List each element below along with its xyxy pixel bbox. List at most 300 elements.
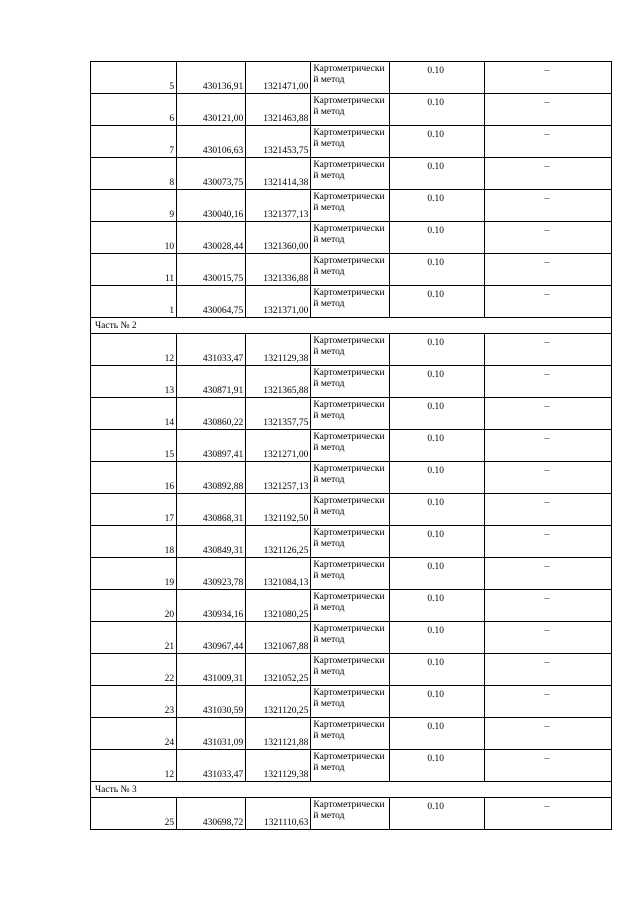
description-cell <box>484 366 611 398</box>
y-coordinate-cell-text: 1321336,88 <box>263 274 309 284</box>
point-number-cell-text: 24 <box>164 738 175 748</box>
x-coordinate-cell-text: 430849,31 <box>202 546 244 556</box>
x-coordinate-cell-text: 430860,22 <box>202 418 244 428</box>
point-number-cell-text: 9 <box>169 210 175 220</box>
table-row <box>91 286 612 318</box>
x-coordinate-cell <box>177 158 246 190</box>
method-cell <box>311 158 389 190</box>
x-coordinate-cell-text: 431031,09 <box>202 738 244 748</box>
point-number-cell <box>91 126 177 158</box>
x-coordinate-cell <box>177 94 246 126</box>
point-number-cell <box>91 158 177 190</box>
accuracy-cell-text: 0.10 <box>427 562 444 572</box>
method-cell-text: Картометрический метод <box>313 720 385 741</box>
x-coordinate-cell-text: 431033,47 <box>202 354 244 364</box>
method-cell <box>311 590 389 622</box>
description-cell <box>484 398 611 430</box>
accuracy-cell-text: 0.10 <box>427 498 444 508</box>
point-number-cell <box>91 334 177 366</box>
y-coordinate-cell-text: 1321357,75 <box>263 418 309 428</box>
table-row <box>91 526 612 558</box>
point-number-cell <box>91 94 177 126</box>
x-coordinate-cell <box>177 398 246 430</box>
point-number-cell-text: 5 <box>169 82 175 92</box>
x-coordinate-cell-text: 430897,41 <box>202 450 244 460</box>
x-coordinate-cell <box>177 654 246 686</box>
description-cell-text: – <box>544 434 550 444</box>
accuracy-cell <box>389 750 484 782</box>
y-coordinate-cell <box>246 286 311 318</box>
point-number-cell-text: 18 <box>164 546 175 556</box>
description-cell <box>484 190 611 222</box>
description-cell-text: – <box>544 722 550 732</box>
y-coordinate-cell-text: 1321052,25 <box>263 674 309 684</box>
accuracy-cell <box>389 94 484 126</box>
point-number-cell <box>91 62 177 94</box>
x-coordinate-cell-text: 430868,31 <box>202 514 244 524</box>
point-number-cell-text: 20 <box>164 610 175 620</box>
y-coordinate-cell-text: 1321067,88 <box>263 642 309 652</box>
table-row <box>91 654 612 686</box>
accuracy-cell-text: 0.10 <box>427 290 444 300</box>
x-coordinate-cell <box>177 558 246 590</box>
method-cell <box>311 526 389 558</box>
point-number-cell-text: 25 <box>164 818 175 828</box>
x-coordinate-cell-text: 430121,00 <box>202 114 244 124</box>
method-cell <box>311 222 389 254</box>
accuracy-cell-text: 0.10 <box>427 626 444 636</box>
y-coordinate-cell-text: 1321463,88 <box>263 114 309 124</box>
description-cell-text: – <box>544 258 550 268</box>
method-cell-text: Картометрический метод <box>313 336 385 357</box>
accuracy-cell <box>389 686 484 718</box>
point-number-cell <box>91 430 177 462</box>
method-cell-text: Картометрический метод <box>313 752 385 773</box>
x-coordinate-cell <box>177 62 246 94</box>
x-coordinate-cell <box>177 126 246 158</box>
method-cell <box>311 366 389 398</box>
table-row <box>91 222 612 254</box>
x-coordinate-cell <box>177 254 246 286</box>
point-number-cell <box>91 622 177 654</box>
table-row <box>91 62 612 94</box>
y-coordinate-cell <box>246 254 311 286</box>
point-number-cell <box>91 398 177 430</box>
y-coordinate-cell-text: 1321084,13 <box>263 578 309 588</box>
table-row <box>91 158 612 190</box>
y-coordinate-cell-text: 1321121,88 <box>263 738 309 748</box>
table-row <box>91 718 612 750</box>
accuracy-cell <box>389 622 484 654</box>
method-cell-text: Картометрический метод <box>313 624 385 645</box>
table-row <box>91 190 612 222</box>
point-number-cell <box>91 462 177 494</box>
y-coordinate-cell-text: 1321377,13 <box>263 210 309 220</box>
y-coordinate-cell <box>246 190 311 222</box>
method-cell <box>311 750 389 782</box>
table-row <box>91 622 612 654</box>
description-cell-text: – <box>544 690 550 700</box>
point-number-cell <box>91 494 177 526</box>
y-coordinate-cell-text: 1321110,63 <box>263 818 309 828</box>
accuracy-cell-text: 0.10 <box>427 194 444 204</box>
point-number-cell <box>91 286 177 318</box>
x-coordinate-cell <box>177 750 246 782</box>
table-row <box>91 798 612 830</box>
point-number-cell <box>91 798 177 830</box>
method-cell <box>311 686 389 718</box>
description-cell <box>484 526 611 558</box>
method-cell <box>311 430 389 462</box>
point-number-cell-text: 15 <box>164 450 175 460</box>
x-coordinate-cell <box>177 430 246 462</box>
accuracy-cell <box>389 254 484 286</box>
accuracy-cell-text: 0.10 <box>427 98 444 108</box>
method-cell-text: Картометрический метод <box>313 368 385 389</box>
description-cell-text: – <box>544 402 550 412</box>
x-coordinate-cell-text: 430871,91 <box>202 386 244 396</box>
description-cell-text: – <box>544 562 550 572</box>
point-number-cell-text: 10 <box>164 242 175 252</box>
table-row <box>91 94 612 126</box>
table-row <box>91 494 612 526</box>
method-cell-text: Картометрический метод <box>313 464 385 485</box>
description-cell-text: – <box>544 98 550 108</box>
y-coordinate-cell-text: 1321192,50 <box>263 514 309 524</box>
y-coordinate-cell <box>246 622 311 654</box>
accuracy-cell-text: 0.10 <box>427 466 444 476</box>
y-coordinate-cell <box>246 750 311 782</box>
description-cell-text: – <box>544 338 550 348</box>
description-cell-text: – <box>544 658 550 668</box>
method-cell-text: Картометрический метод <box>313 128 385 149</box>
description-cell <box>484 654 611 686</box>
y-coordinate-cell <box>246 366 311 398</box>
point-number-cell-text: 16 <box>164 482 175 492</box>
method-cell <box>311 94 389 126</box>
description-cell <box>484 62 611 94</box>
accuracy-cell-text: 0.10 <box>427 338 444 348</box>
point-number-cell-text: 19 <box>164 578 175 588</box>
y-coordinate-cell <box>246 686 311 718</box>
y-coordinate-cell-text: 1321257,13 <box>263 482 309 492</box>
x-coordinate-cell <box>177 462 246 494</box>
method-cell-text: Картометрический метод <box>313 528 385 549</box>
coordinates-table-body <box>91 62 612 830</box>
y-coordinate-cell <box>246 430 311 462</box>
method-cell-text: Картометрический метод <box>313 256 385 277</box>
accuracy-cell-text: 0.10 <box>427 754 444 764</box>
method-cell <box>311 254 389 286</box>
method-cell <box>311 622 389 654</box>
accuracy-cell <box>389 366 484 398</box>
method-cell-text: Картометрический метод <box>313 224 385 245</box>
y-coordinate-cell-text: 1321129,38 <box>263 354 309 364</box>
accuracy-cell <box>389 430 484 462</box>
description-cell-text: – <box>544 130 550 140</box>
description-cell-text: – <box>544 530 550 540</box>
description-cell <box>484 558 611 590</box>
description-cell-text: – <box>544 594 550 604</box>
x-coordinate-cell-text: 430064,75 <box>202 306 244 316</box>
accuracy-cell-text: 0.10 <box>427 690 444 700</box>
table-row <box>91 558 612 590</box>
y-coordinate-cell <box>246 398 311 430</box>
point-number-cell-text: 22 <box>164 674 175 684</box>
method-cell-text: Картометрический метод <box>313 592 385 613</box>
description-cell <box>484 126 611 158</box>
point-number-cell <box>91 190 177 222</box>
x-coordinate-cell <box>177 366 246 398</box>
method-cell-text: Картометрический метод <box>313 432 385 453</box>
point-number-cell-text: 11 <box>165 274 175 284</box>
y-coordinate-cell <box>246 462 311 494</box>
y-coordinate-cell-text: 1321453,75 <box>263 146 309 156</box>
table-row <box>91 750 612 782</box>
point-number-cell-text: 6 <box>169 114 175 124</box>
part-header-row <box>91 782 612 798</box>
point-number-cell <box>91 718 177 750</box>
description-cell <box>484 798 611 830</box>
method-cell-text: Картометрический метод <box>313 496 385 517</box>
method-cell-text: Картометрический метод <box>313 288 385 309</box>
x-coordinate-cell <box>177 222 246 254</box>
table-row <box>91 334 612 366</box>
table-row <box>91 462 612 494</box>
description-cell <box>484 334 611 366</box>
description-cell-text: – <box>544 370 550 380</box>
point-number-cell <box>91 526 177 558</box>
x-coordinate-cell-text: 430040,16 <box>202 210 244 220</box>
method-cell-text: Картометрический метод <box>313 800 385 821</box>
description-cell-text: – <box>544 290 550 300</box>
description-cell-text: – <box>544 162 550 172</box>
x-coordinate-cell-text: 430698,72 <box>202 818 244 828</box>
accuracy-cell <box>389 718 484 750</box>
method-cell <box>311 398 389 430</box>
y-coordinate-cell-text: 1321271,00 <box>263 450 309 460</box>
method-cell <box>311 334 389 366</box>
accuracy-cell <box>389 158 484 190</box>
y-coordinate-cell <box>246 62 311 94</box>
accuracy-cell-text: 0.10 <box>427 258 444 268</box>
point-number-cell <box>91 654 177 686</box>
accuracy-cell <box>389 462 484 494</box>
method-cell <box>311 462 389 494</box>
y-coordinate-cell <box>246 126 311 158</box>
y-coordinate-cell-text: 1321126,25 <box>263 546 309 556</box>
coordinates-table <box>90 61 612 830</box>
x-coordinate-cell <box>177 190 246 222</box>
table-row <box>91 430 612 462</box>
x-coordinate-cell-text: 430923,78 <box>202 578 244 588</box>
method-cell-text: Картометрический метод <box>313 192 385 213</box>
x-coordinate-cell <box>177 526 246 558</box>
point-number-cell <box>91 366 177 398</box>
description-cell <box>484 286 611 318</box>
point-number-cell <box>91 686 177 718</box>
method-cell <box>311 558 389 590</box>
accuracy-cell <box>389 190 484 222</box>
method-cell-text: Картометрический метод <box>313 688 385 709</box>
accuracy-cell-text: 0.10 <box>427 370 444 380</box>
y-coordinate-cell-text: 1321365,88 <box>263 386 309 396</box>
x-coordinate-cell-text: 430015,75 <box>202 274 244 284</box>
point-number-cell <box>91 222 177 254</box>
accuracy-cell-text: 0.10 <box>427 162 444 172</box>
accuracy-cell <box>389 558 484 590</box>
point-number-cell-text: 8 <box>169 178 175 188</box>
method-cell <box>311 126 389 158</box>
description-cell-text: – <box>544 754 550 764</box>
description-cell <box>484 718 611 750</box>
y-coordinate-cell <box>246 222 311 254</box>
accuracy-cell <box>389 798 484 830</box>
accuracy-cell <box>389 590 484 622</box>
x-coordinate-cell <box>177 798 246 830</box>
description-cell-text: – <box>544 498 550 508</box>
point-number-cell <box>91 558 177 590</box>
y-coordinate-cell <box>246 334 311 366</box>
point-number-cell-text: 1 <box>169 306 175 316</box>
accuracy-cell-text: 0.10 <box>427 434 444 444</box>
point-number-cell-text: 13 <box>164 386 175 396</box>
description-cell <box>484 462 611 494</box>
description-cell <box>484 494 611 526</box>
description-cell <box>484 750 611 782</box>
point-number-cell-text: 12 <box>164 770 175 780</box>
description-cell <box>484 254 611 286</box>
point-number-cell-text: 14 <box>164 418 175 428</box>
y-coordinate-cell <box>246 590 311 622</box>
x-coordinate-cell-text: 430073,75 <box>202 178 244 188</box>
y-coordinate-cell <box>246 718 311 750</box>
description-cell <box>484 222 611 254</box>
table-row <box>91 590 612 622</box>
x-coordinate-cell <box>177 590 246 622</box>
method-cell <box>311 494 389 526</box>
accuracy-cell <box>389 654 484 686</box>
point-number-cell-text: 17 <box>164 514 175 524</box>
x-coordinate-cell-text: 430934,16 <box>202 610 244 620</box>
method-cell <box>311 190 389 222</box>
x-coordinate-cell <box>177 686 246 718</box>
accuracy-cell-text: 0.10 <box>427 66 444 76</box>
x-coordinate-cell <box>177 286 246 318</box>
y-coordinate-cell-text: 1321080,25 <box>263 610 309 620</box>
x-coordinate-cell-text: 431030,59 <box>202 706 244 716</box>
y-coordinate-cell <box>246 494 311 526</box>
table-row <box>91 398 612 430</box>
table-row <box>91 126 612 158</box>
table-row <box>91 254 612 286</box>
description-cell-text: – <box>544 194 550 204</box>
method-cell <box>311 62 389 94</box>
accuracy-cell <box>389 286 484 318</box>
y-coordinate-cell <box>246 558 311 590</box>
description-cell-text: – <box>544 626 550 636</box>
x-coordinate-cell <box>177 494 246 526</box>
x-coordinate-cell <box>177 334 246 366</box>
accuracy-cell <box>389 222 484 254</box>
part-label: Часть № 3 <box>91 782 612 798</box>
method-cell-text: Картометрический метод <box>313 560 385 581</box>
description-cell <box>484 430 611 462</box>
y-coordinate-cell-text: 1321129,38 <box>263 770 309 780</box>
table-row <box>91 686 612 718</box>
x-coordinate-cell-text: 430136,91 <box>202 82 244 92</box>
accuracy-cell <box>389 334 484 366</box>
accuracy-cell <box>389 62 484 94</box>
x-coordinate-cell-text: 430892,88 <box>202 482 244 492</box>
x-coordinate-cell <box>177 622 246 654</box>
point-number-cell <box>91 590 177 622</box>
method-cell-text: Картометрический метод <box>313 400 385 421</box>
x-coordinate-cell-text: 430028,44 <box>202 242 244 252</box>
point-number-cell-text: 23 <box>164 706 175 716</box>
method-cell <box>311 654 389 686</box>
accuracy-cell-text: 0.10 <box>427 658 444 668</box>
y-coordinate-cell-text: 1321414,38 <box>263 178 309 188</box>
accuracy-cell-text: 0.10 <box>427 722 444 732</box>
description-cell-text: – <box>544 66 550 76</box>
description-cell-text: – <box>544 226 550 236</box>
accuracy-cell-text: 0.10 <box>427 802 444 812</box>
method-cell-text: Картометрический метод <box>313 96 385 117</box>
y-coordinate-cell <box>246 94 311 126</box>
y-coordinate-cell <box>246 654 311 686</box>
method-cell-text: Картометрический метод <box>313 64 385 85</box>
point-number-cell <box>91 254 177 286</box>
point-number-cell-text: 7 <box>169 146 175 156</box>
x-coordinate-cell <box>177 718 246 750</box>
method-cell-text: Картометрический метод <box>313 160 385 181</box>
y-coordinate-cell <box>246 798 311 830</box>
y-coordinate-cell-text: 1321471,00 <box>263 82 309 92</box>
x-coordinate-cell-text: 430106,63 <box>202 146 244 156</box>
point-number-cell-text: 21 <box>164 642 175 652</box>
x-coordinate-cell-text: 431033,47 <box>202 770 244 780</box>
description-cell <box>484 622 611 654</box>
table-row <box>91 366 612 398</box>
accuracy-cell <box>389 398 484 430</box>
accuracy-cell <box>389 126 484 158</box>
description-cell <box>484 94 611 126</box>
accuracy-cell <box>389 494 484 526</box>
y-coordinate-cell-text: 1321360,00 <box>263 242 309 252</box>
accuracy-cell-text: 0.10 <box>427 130 444 140</box>
y-coordinate-cell <box>246 526 311 558</box>
method-cell-text: Картометрический метод <box>313 656 385 677</box>
description-cell-text: – <box>544 802 550 812</box>
y-coordinate-cell <box>246 158 311 190</box>
description-cell <box>484 158 611 190</box>
y-coordinate-cell-text: 1321120,25 <box>263 706 309 716</box>
point-number-cell-text: 12 <box>164 354 175 364</box>
accuracy-cell-text: 0.10 <box>427 402 444 412</box>
x-coordinate-cell-text: 431009,31 <box>202 674 244 684</box>
y-coordinate-cell-text: 1321371,00 <box>263 306 309 316</box>
description-cell <box>484 686 611 718</box>
method-cell <box>311 798 389 830</box>
accuracy-cell-text: 0.10 <box>427 594 444 604</box>
part-header-row <box>91 318 612 334</box>
method-cell <box>311 718 389 750</box>
point-number-cell <box>91 750 177 782</box>
x-coordinate-cell-text: 430967,44 <box>202 642 244 652</box>
part-label: Часть № 2 <box>91 318 612 334</box>
accuracy-cell-text: 0.10 <box>427 530 444 540</box>
